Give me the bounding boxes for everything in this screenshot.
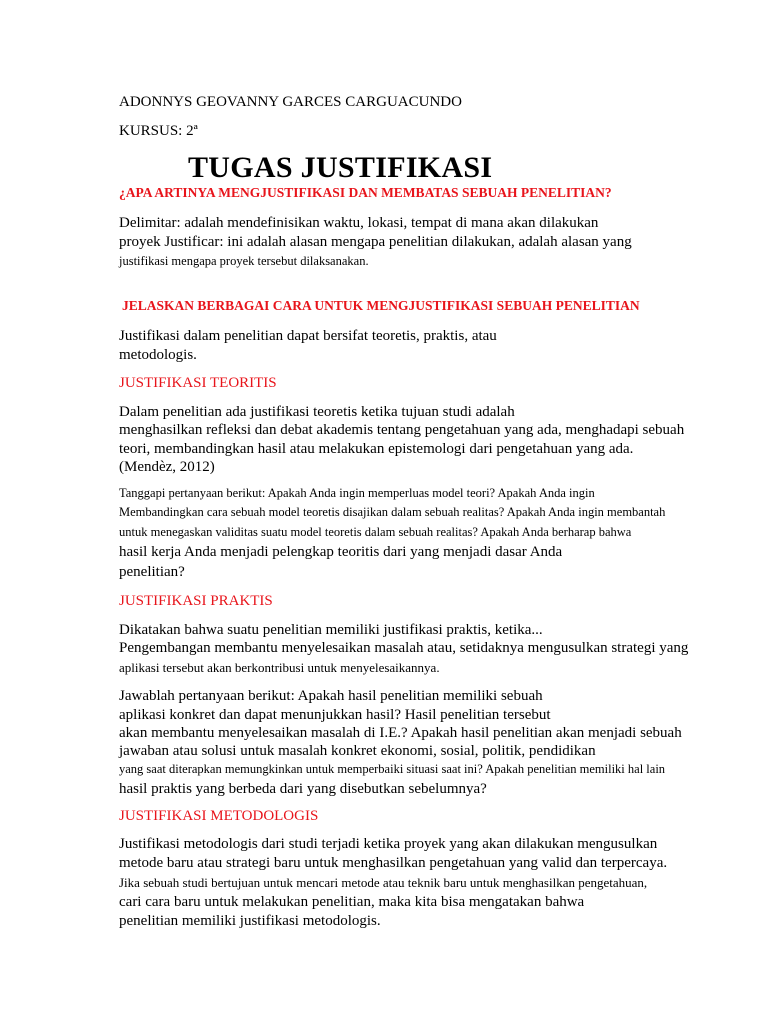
praktis-line: aplikasi tersebut akan berkontribusi untuk menyelesaikannya. — [119, 660, 440, 675]
teoritis-question-line: Membandingkan cara sebuah model teoretis disajikan dalam sebuah realitas? Apakah Anda ingin membantah — [119, 505, 666, 519]
teoritis-line: teori, membandingkan hasil atau melakukan epistemologi dari pengetahuan yang ada. — [119, 441, 634, 457]
praktis-question-line: hasil praktis yang berbeda dari yang disebutkan sebelumnya? — [119, 781, 487, 797]
teoritis-question-line: hasil kerja Anda menjadi pelengkap teoritis dari yang menjadi dasar Anda — [119, 544, 563, 560]
teoritis-question-line: penelitian? — [119, 564, 185, 580]
metodologis-line: metode baru atau strategi baru untuk menghasilkan pengetahuan yang valid dan terpercaya. — [119, 855, 668, 871]
section-heading-praktis: JUSTIFIKASI PRAKTIS — [119, 593, 273, 609]
metodologis-line: Justifikasi metodologis dari studi terjadi ketika proyek yang akan dilakukan mengusulkan — [119, 836, 658, 852]
metodologis-line: penelitian memiliki justifikasi metodologis. — [119, 913, 381, 929]
teoritis-line: menghasilkan refleksi dan debat akademis tentang pengetahuan yang ada, menghadapi sebuah — [119, 422, 685, 438]
praktis-question-line: jawaban atau solusi untuk masalah konkret ekonomi, sosial, politik, pendidikan — [119, 743, 596, 759]
section-heading-q2: JELASKAN BERBAGAI CARA UNTUK MENGJUSTIFIKASI SEBUAH PENELITIAN — [122, 298, 640, 313]
praktis-question-line: akan membantu menyelesaikan masalah di I.E.? Apakah hasil penelitian akan menjadi sebuah — [119, 725, 682, 741]
q2-line: metodologis. — [119, 347, 197, 363]
author-name: ADONNYS GEOVANNY GARCES CARGUACUNDO — [119, 94, 462, 110]
q1-line: Delimitar: adalah mendefinisikan waktu, lokasi, tempat di mana akan dilakukan — [119, 215, 599, 231]
praktis-line: Pengembangan membantu menyelesaikan masalah atau, setidaknya mengusulkan strategi yang — [119, 640, 689, 656]
section-heading-teoritis: JUSTIFIKASI TEORITIS — [119, 375, 277, 391]
section-heading-metodologis: JUSTIFIKASI METODOLOGIS — [119, 808, 319, 824]
praktis-question-line: yang saat diterapkan memungkinkan untuk memperbaiki situasi saat ini? Apakah penelitian memiliki hal lain — [119, 762, 666, 776]
section-heading-q1: ¿APA ARTINYA MENGJUSTIFIKASI DAN MEMBATAS SEBUAH PENELITIAN? — [119, 185, 612, 200]
praktis-question-line: aplikasi konkret dan dapat menunjukkan hasil? Hasil penelitian tersebut — [119, 707, 551, 723]
praktis-line: Dikatakan bahwa suatu penelitian memiliki justifikasi praktis, ketika... — [119, 622, 543, 638]
q1-line: justifikasi mengapa proyek tersebut dilaksanakan. — [119, 254, 369, 268]
metodologis-line: Jika sebuah studi bertujuan untuk mencari metode atau teknik baru untuk menghasilkan pengetahuan, — [119, 875, 648, 890]
praktis-question-line: Jawablah pertanyaan berikut: Apakah hasil penelitian memiliki sebuah — [119, 688, 543, 704]
teoritis-line: (Mendèz, 2012) — [119, 459, 215, 475]
q2-line: Justifikasi dalam penelitian dapat bersifat teoretis, praktis, atau — [119, 328, 497, 344]
metodologis-line: cari cara baru untuk melakukan penelitian, maka kita bisa mengatakan bahwa — [119, 894, 585, 910]
teoritis-question-line: untuk menegaskan validitas suatu model teoretis dalam sebuah realitas? Apakah Anda berharap bahwa — [119, 525, 632, 539]
course-label: KURSUS: 2ª — [119, 123, 198, 139]
document-title: TUGAS JUSTIFIKASI — [188, 151, 493, 184]
teoritis-line: Dalam penelitian ada justifikasi teoretis ketika tujuan studi adalah — [119, 404, 515, 420]
q1-line: proyek Justificar: ini adalah alasan mengapa penelitian dilakukan, adalah alasan yang — [119, 234, 632, 250]
teoritis-question-line: Tanggapi pertanyaan berikut: Apakah Anda ingin memperluas model teori? Apakah Anda ingin — [119, 486, 595, 500]
